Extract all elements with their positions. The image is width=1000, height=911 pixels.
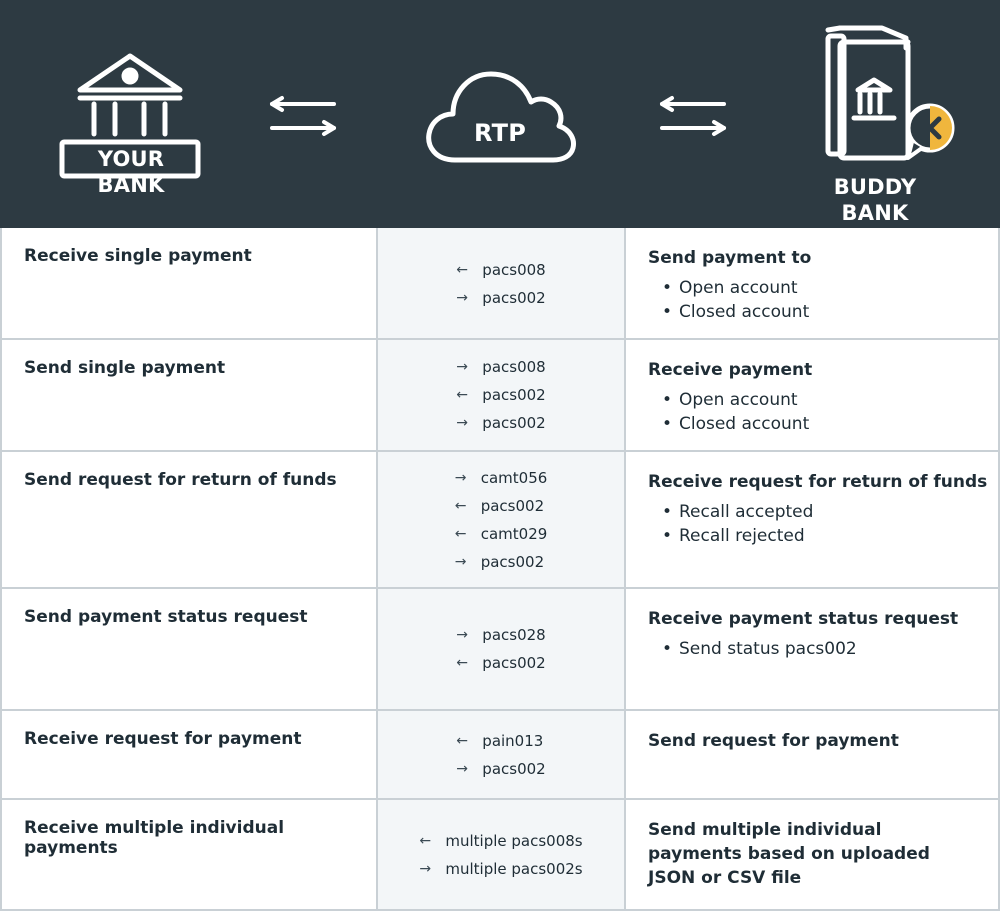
your-bank-action: Send request for return of funds [24,470,337,490]
arrow-right-icon: → [454,469,467,486]
message-item: ← camt029 [454,524,548,543]
message-item: → multiple pacs002s [419,859,583,878]
buddy-action-title: Send request for payment [648,731,899,751]
table-row [2,450,998,587]
list-item: • Closed account [662,301,998,325]
rtp-label: RTP [474,119,526,147]
list-item: • Closed account [662,413,998,437]
buddy-bank-action [626,711,998,798]
your-bank-action: Receive request for payment [24,729,302,749]
list-item: • Recall rejected [662,525,998,549]
message-cell [376,452,626,587]
your-bank-action: Send payment status request [24,607,308,627]
buddy-bank-action [626,452,998,587]
message-cell [376,589,626,709]
list-item: • Open account [662,389,998,413]
message-item: ← pacs002 [456,386,546,404]
your-bank-label: YOUR BANK [97,147,165,197]
buddy-action-title: Receive payment [648,360,813,380]
message-item: → pacs028 [456,626,546,644]
message-flow-table [0,228,1000,911]
table-row [2,709,998,798]
arrow-left-icon: ← [456,387,469,403]
message-item: ← pacs002 [456,654,546,672]
buddy-action-title: Send multiple individual payments based on uploaded JSON or CSV file [648,820,930,888]
your-bank-action: Receive single payment [24,246,252,266]
arrow-left-icon: ← [456,262,469,278]
buddy-bank-action [626,340,998,450]
arrow-right-icon: → [454,553,467,570]
buddy-bank-action [626,228,998,340]
buddy-action-title: Send payment to [648,248,812,268]
buddy-action-title: Receive request for return of funds [648,472,988,492]
message-cell [376,800,626,909]
arrow-left-icon: ← [454,497,467,514]
arrow-right-icon: → [456,290,469,306]
message-item: ← pacs008 [456,261,546,279]
message-item: → pacs008 [456,358,546,376]
table-row [2,228,998,340]
your-bank-action: Receive multiple individual payments [24,818,285,858]
bullet-list [648,501,998,548]
arrow-left-icon: ← [456,732,469,749]
exchange-arrows-icon [268,96,338,136]
bullet-list [648,277,998,324]
cloud-icon [425,68,577,166]
message-item: → pacs002 [454,552,545,571]
message-item: → pacs002 [456,414,546,432]
arrow-left-icon: ← [419,832,432,849]
table-row [2,587,998,709]
arrow-right-icon: → [456,627,469,643]
buddy-bank-action [626,800,998,909]
buddy-bank-label: BUDDY BANK [833,175,917,225]
message-item: → pacs002 [456,759,546,778]
list-item: • Recall accepted [662,501,998,525]
arrow-right-icon: → [456,415,469,431]
message-item: → pacs002 [456,289,546,307]
message-item: ← pacs002 [454,496,545,515]
message-item: ← pain013 [456,731,544,750]
your-bank-action: Send single payment [24,358,226,378]
table-row [2,798,998,909]
buddy-action-title: Receive payment status request [648,609,959,629]
list-item: • Send status pacs002 [662,638,998,662]
message-cell [376,340,626,450]
header-banner [0,0,1000,228]
arrow-left-icon: ← [456,655,469,671]
buddy-bank-action [626,589,998,709]
bullet-list [648,389,998,436]
message-cell [376,228,626,340]
message-item: ← multiple pacs008s [419,831,583,850]
exchange-arrows-icon [658,96,728,136]
arrow-right-icon: → [419,860,432,877]
table-row [2,338,998,450]
arrow-right-icon: → [456,760,469,777]
message-item: → camt056 [454,468,548,487]
bullet-list [648,638,998,662]
arrow-right-icon: → [456,359,469,375]
list-item: • Open account [662,277,998,301]
phone-bank-icon [820,20,960,165]
arrow-left-icon: ← [454,525,467,542]
message-cell [376,711,626,798]
x-badge-icon [908,106,952,158]
